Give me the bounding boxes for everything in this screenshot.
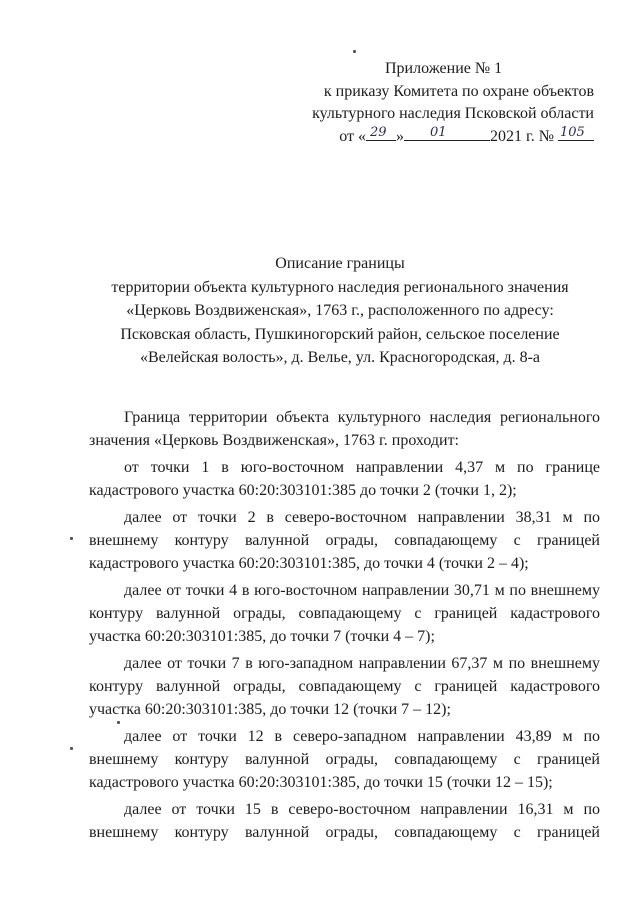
handwritten-day: 29 <box>369 124 387 140</box>
heading-line: «Велейская волость», д. Велье, ул. Красногородская, д. 8-а <box>139 349 541 366</box>
body-paragraph: далее от точки 2 в северо-восточном направлении 38,31 м по внешнему контуру валунной ограды, совпадающему с границей кадастрового участка 60:20:303101:385, до точки 4 (точки 2 – 4); <box>89 508 600 573</box>
month-field <box>404 126 490 141</box>
body-paragraph: далее от точки 4 в юго-восточном направлении 30,71 м по внешнему контуру валунной ограды, совпадающему с границей кадастрового участка 60:20:303101:385, до точки 7 (точки 4 – 7); <box>89 581 600 646</box>
document-body <box>89 406 600 848</box>
year-and-number-label: 2021 г. № <box>489 127 554 145</box>
body-paragraph: Граница территории объекта культурного наследия регионального значения «Церковь Воздвиженская», 1763 г. проходит: <box>89 409 600 450</box>
appendix-header <box>300 58 600 148</box>
date-quote-close: » <box>395 127 404 145</box>
body-paragraph: от точки 1 в юго-восточном направлении 4,37 м по границе кадастрового участка 60:20:303101:385 до точки 2 (точки 1, 2); <box>89 458 600 500</box>
appendix-date-line <box>300 126 600 149</box>
heading-line: Псковская область, Пушкиногорский район, сельское поселение <box>120 325 560 343</box>
body-paragraph: далее от точки 12 в северо-западном направлении 43,89 м по внешнему контуру валунной ограды, совпадающему с границей кадастрового участка 60:20:303101:385, до точки 15 (точки 12 – 15); <box>89 727 600 792</box>
document-heading <box>70 252 610 370</box>
scan-speck <box>353 50 356 53</box>
scan-speck <box>70 747 73 750</box>
day-field <box>366 126 396 141</box>
heading-line: «Церковь Воздвиженская», 1763 г., расположенного по адресу: <box>126 302 554 319</box>
appendix-order-line-2: культурного наследия Псковской области <box>312 105 594 122</box>
appendix-order-line-1: к приказу Комитета по охране объектов <box>323 82 594 100</box>
body-paragraph: далее от точки 7 в юго-западном направлении 67,37 м по внешнему контуру валунной ограды, совпадающему с границей кадастрового участка 60:20:303101:385, до точки 12 (точки 7 – 12); <box>89 654 600 719</box>
scan-speck <box>117 721 120 724</box>
number-field <box>558 126 594 141</box>
heading-line: Описание границы <box>275 255 405 272</box>
body-paragraph: далее от точки 15 в северо-восточном направлении 16,31 м по внешнему контуру валунной ограды, совпадающему с границей <box>89 800 600 842</box>
handwritten-number: 105 <box>560 124 585 140</box>
handwritten-month: 01 <box>429 124 447 140</box>
date-prefix: от « <box>339 127 366 145</box>
scan-speck <box>70 537 73 540</box>
heading-line: территории объекта культурного наследия регионального значения <box>111 278 569 296</box>
appendix-title: Приложение № 1 <box>385 60 503 77</box>
